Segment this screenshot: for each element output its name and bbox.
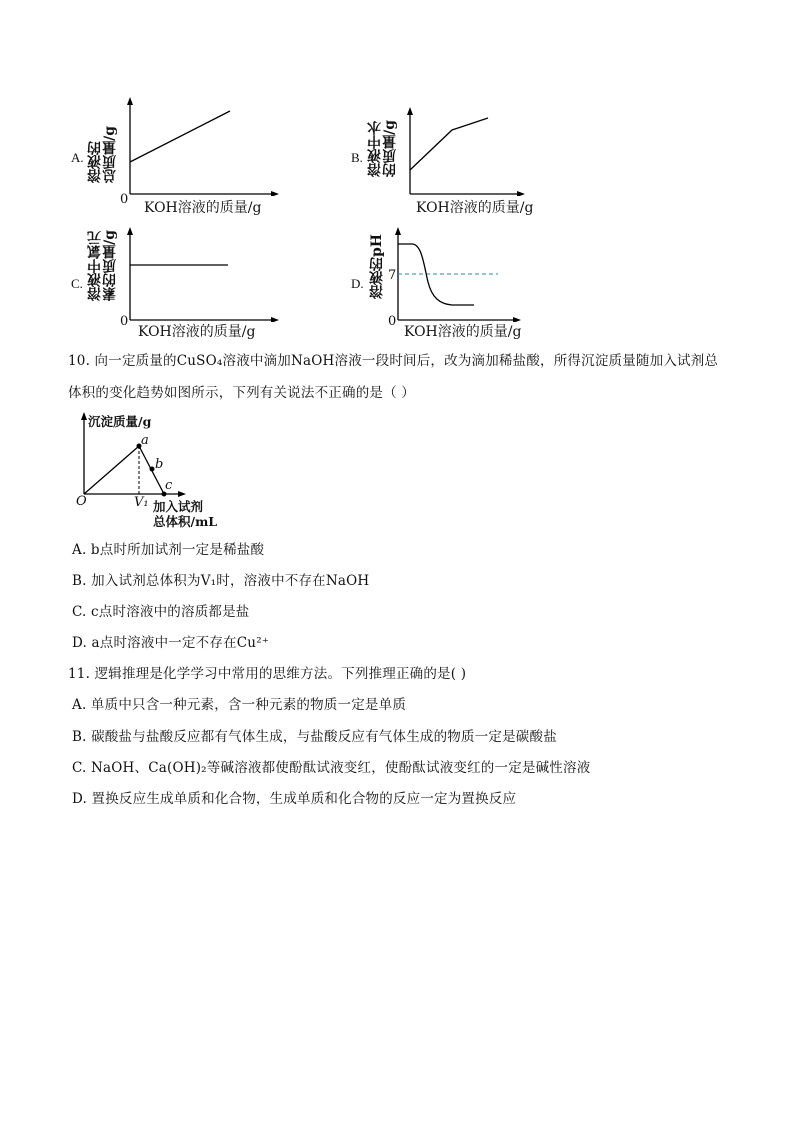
graph-a-plot — [68, 96, 288, 196]
graph-d — [348, 226, 548, 344]
q11-option-b: B. 碳酸盐与盐酸反应都有气体生成，与盐酸反应有气体生成的物质一定是碳酸盐 — [72, 729, 557, 745]
point-b-label: b — [155, 457, 164, 472]
option-letter: C. — [71, 276, 83, 291]
y-axis-label: 溶液的pH — [369, 234, 385, 300]
origin-label: 0 — [120, 314, 129, 329]
y-axis-label: 溶液的 总质量/g — [87, 126, 118, 183]
origin-label: 0 — [120, 192, 129, 207]
x-axis-label-line1: 加入试剂 — [153, 499, 204, 514]
tick-7-label: 7 — [388, 268, 397, 283]
option-letter: A. — [71, 150, 84, 165]
point-b-marker — [150, 467, 155, 472]
q10-stem-line1: 10. 向一定质量的CuSO₄溶液中滴加NaOH溶液一段时间后，改为滴加稀盐酸，所得沉淀质量随加入试剂总 — [68, 353, 719, 369]
origin-label: O — [76, 494, 87, 509]
q11-stem: 11. 逻辑推理是化学学习中常用的思维方法。下列推理正确的是( ) — [68, 666, 467, 682]
graph-c — [68, 226, 288, 344]
v1-label: V₁ — [134, 495, 149, 510]
y-axis-label: 溶液中水 的质量/g — [367, 120, 398, 177]
x-axis-label: KOH溶液的质量/g — [416, 200, 534, 216]
q11-option-c: C. NaOH、Ca(OH)₂等碱溶液都使酚酞试液变红，使酚酞试液变红的一定是碱性溶液 — [72, 760, 591, 776]
origin-label: 0 — [388, 314, 397, 329]
x-axis-label: KOH溶液的质量/g — [138, 324, 256, 340]
y-axis-label: 溶液中氯元 素的质量/g — [87, 230, 118, 301]
q10-option-d: D. a点时溶液中一定不存在Cu²⁺ — [72, 635, 270, 651]
graph-d-plot — [348, 226, 548, 322]
curve-line — [410, 118, 488, 170]
q11-option-a: A. 单质中只含一种元素，含一种元素的物质一定是单质 — [72, 697, 407, 713]
x-axis-label: KOH溶液的质量/g — [404, 324, 522, 340]
q10-option-c: C. c点时溶液中的溶质都是盐 — [72, 604, 250, 620]
graph-b — [348, 106, 548, 218]
x-axis-label-line2: 总体积/mL — [153, 514, 218, 529]
curve-line — [130, 111, 230, 162]
q10-graph — [68, 410, 238, 532]
x-axis-label: KOH溶液的质量/g — [144, 200, 262, 216]
q10-option-a: A. b点时所加试剂一定是稀盐酸 — [72, 542, 265, 558]
graph-b-plot — [348, 106, 548, 196]
graph-c-plot — [68, 226, 288, 322]
q10-stem-line2: 体积的变化趋势如图所示，下列有关说法不正确的是（ ） — [68, 385, 415, 401]
graph-a — [68, 96, 288, 218]
point-c-label: c — [165, 478, 173, 493]
option-letter: B. — [351, 150, 363, 165]
q10-option-b: B. 加入试剂总体积为V₁时，溶液中不存在NaOH — [72, 573, 370, 589]
y-axis-label: 沉淀质量/g — [88, 414, 152, 429]
point-a-label: a — [141, 433, 149, 448]
option-letter: D. — [351, 276, 364, 291]
q11-option-d: D. 置换反应生成单质和化合物，生成单质和化合物的反应一定为置换反应 — [72, 791, 517, 807]
